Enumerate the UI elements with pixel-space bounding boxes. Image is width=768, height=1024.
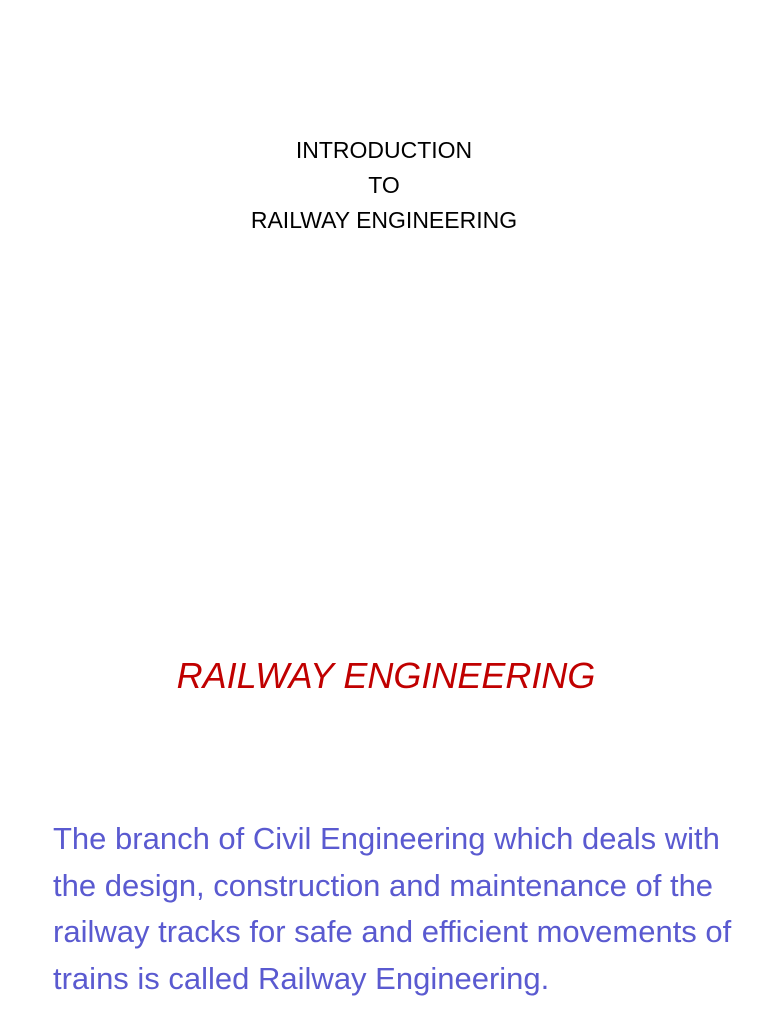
definition-paragraph: The branch of Civil Engineering which deals with the design, construction and maintenance of the railway tracks for safe and efficient movements of trains is called Railway Engineering. — [53, 821, 732, 996]
section-heading: RAILWAY ENGINEERING — [176, 655, 596, 696]
title-line-railway-engineering: RAILWAY ENGINEERING — [250, 207, 518, 233]
title-line-introduction: INTRODUCTION — [295, 137, 473, 163]
title-line-to: TO — [368, 172, 400, 198]
intro-title — [0, 133, 768, 238]
